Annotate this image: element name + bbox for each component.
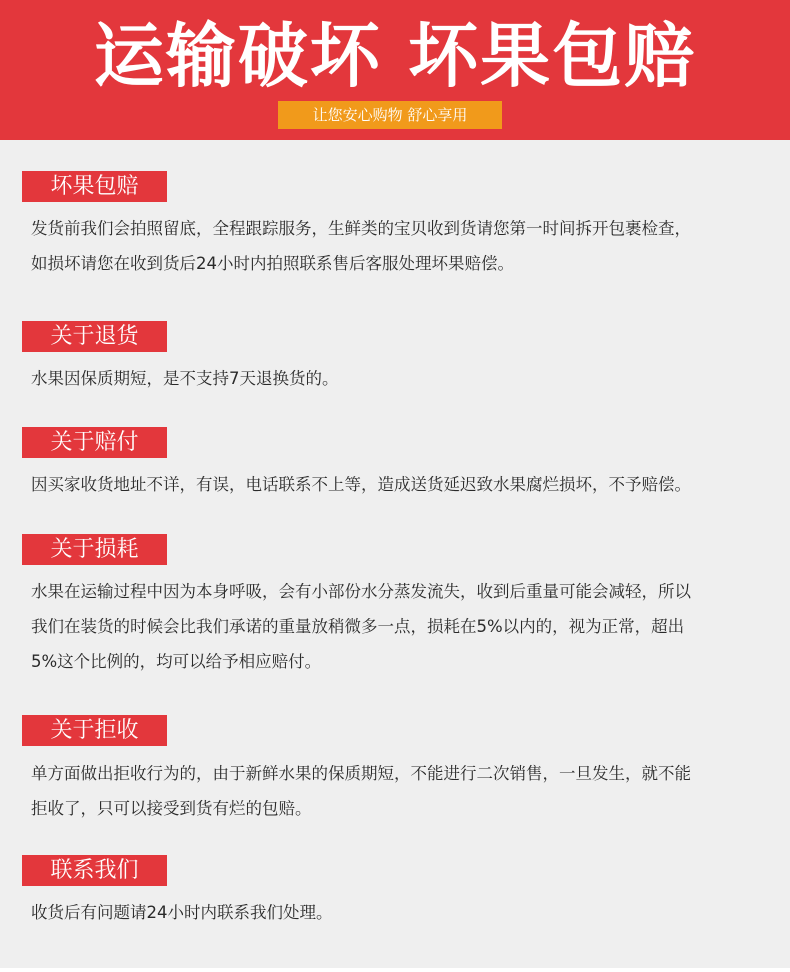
section-body-loss bbox=[31, 574, 766, 679]
bottom-divider bbox=[0, 968, 790, 972]
section-label-bad-fruit-compensation: 坏果包赔 bbox=[22, 171, 167, 202]
section-label-compensation: 关于赔付 bbox=[22, 427, 167, 458]
section-text-line: 如损坏请您在收到货后24小时内拍照联系售后客服处理坏果赔偿。 bbox=[31, 254, 514, 273]
section-text-line: 拒收了，只可以接受到货有烂的包赔。 bbox=[31, 799, 312, 818]
section-body-refusal bbox=[31, 756, 766, 826]
section-label-returns: 关于退货 bbox=[22, 321, 167, 352]
banner-headline: 运输破坏 坏果包赔 bbox=[93, 15, 697, 97]
section-text-line: 我们在装货的时候会比我们承诺的重量放稍微多一点，损耗在5%以内的，视为正常，超出 bbox=[31, 617, 685, 636]
section-text-line: 收货后有问题请24小时内联系我们处理。 bbox=[31, 903, 333, 922]
section-text-line: 水果因保质期短，是不支持7天退换货的。 bbox=[31, 369, 339, 388]
section-text-line: 因买家收货地址不详，有误，电话联系不上等，造成送货延迟致水果腐烂损坏，不予赔偿。 bbox=[31, 475, 691, 494]
section-label-refusal: 关于拒收 bbox=[22, 715, 167, 746]
section-text-line: 5%这个比例的，均可以给予相应赔付。 bbox=[31, 652, 322, 671]
section-body-bad-fruit-compensation bbox=[31, 211, 766, 281]
banner-tagline: 让您安心购物 舒心享用 bbox=[278, 101, 502, 129]
section-text-line: 水果在运输过程中因为本身呼吸，会有小部份水分蒸发流失，收到后重量可能会减轻，所以 bbox=[31, 582, 691, 601]
section-body-compensation bbox=[31, 467, 766, 502]
section-text-line: 发货前我们会拍照留底，全程跟踪服务，生鲜类的宝贝收到货请您第一时间拆开包裹检查， bbox=[31, 219, 691, 238]
section-body-contact-us bbox=[31, 895, 766, 930]
section-label-loss: 关于损耗 bbox=[22, 534, 167, 565]
section-text-line: 单方面做出拒收行为的，由于新鲜水果的保质期短，不能进行二次销售，一旦发生，就不能 bbox=[31, 764, 691, 783]
header-banner bbox=[0, 0, 790, 140]
section-label-contact-us: 联系我们 bbox=[22, 855, 167, 886]
section-body-returns bbox=[31, 361, 766, 396]
